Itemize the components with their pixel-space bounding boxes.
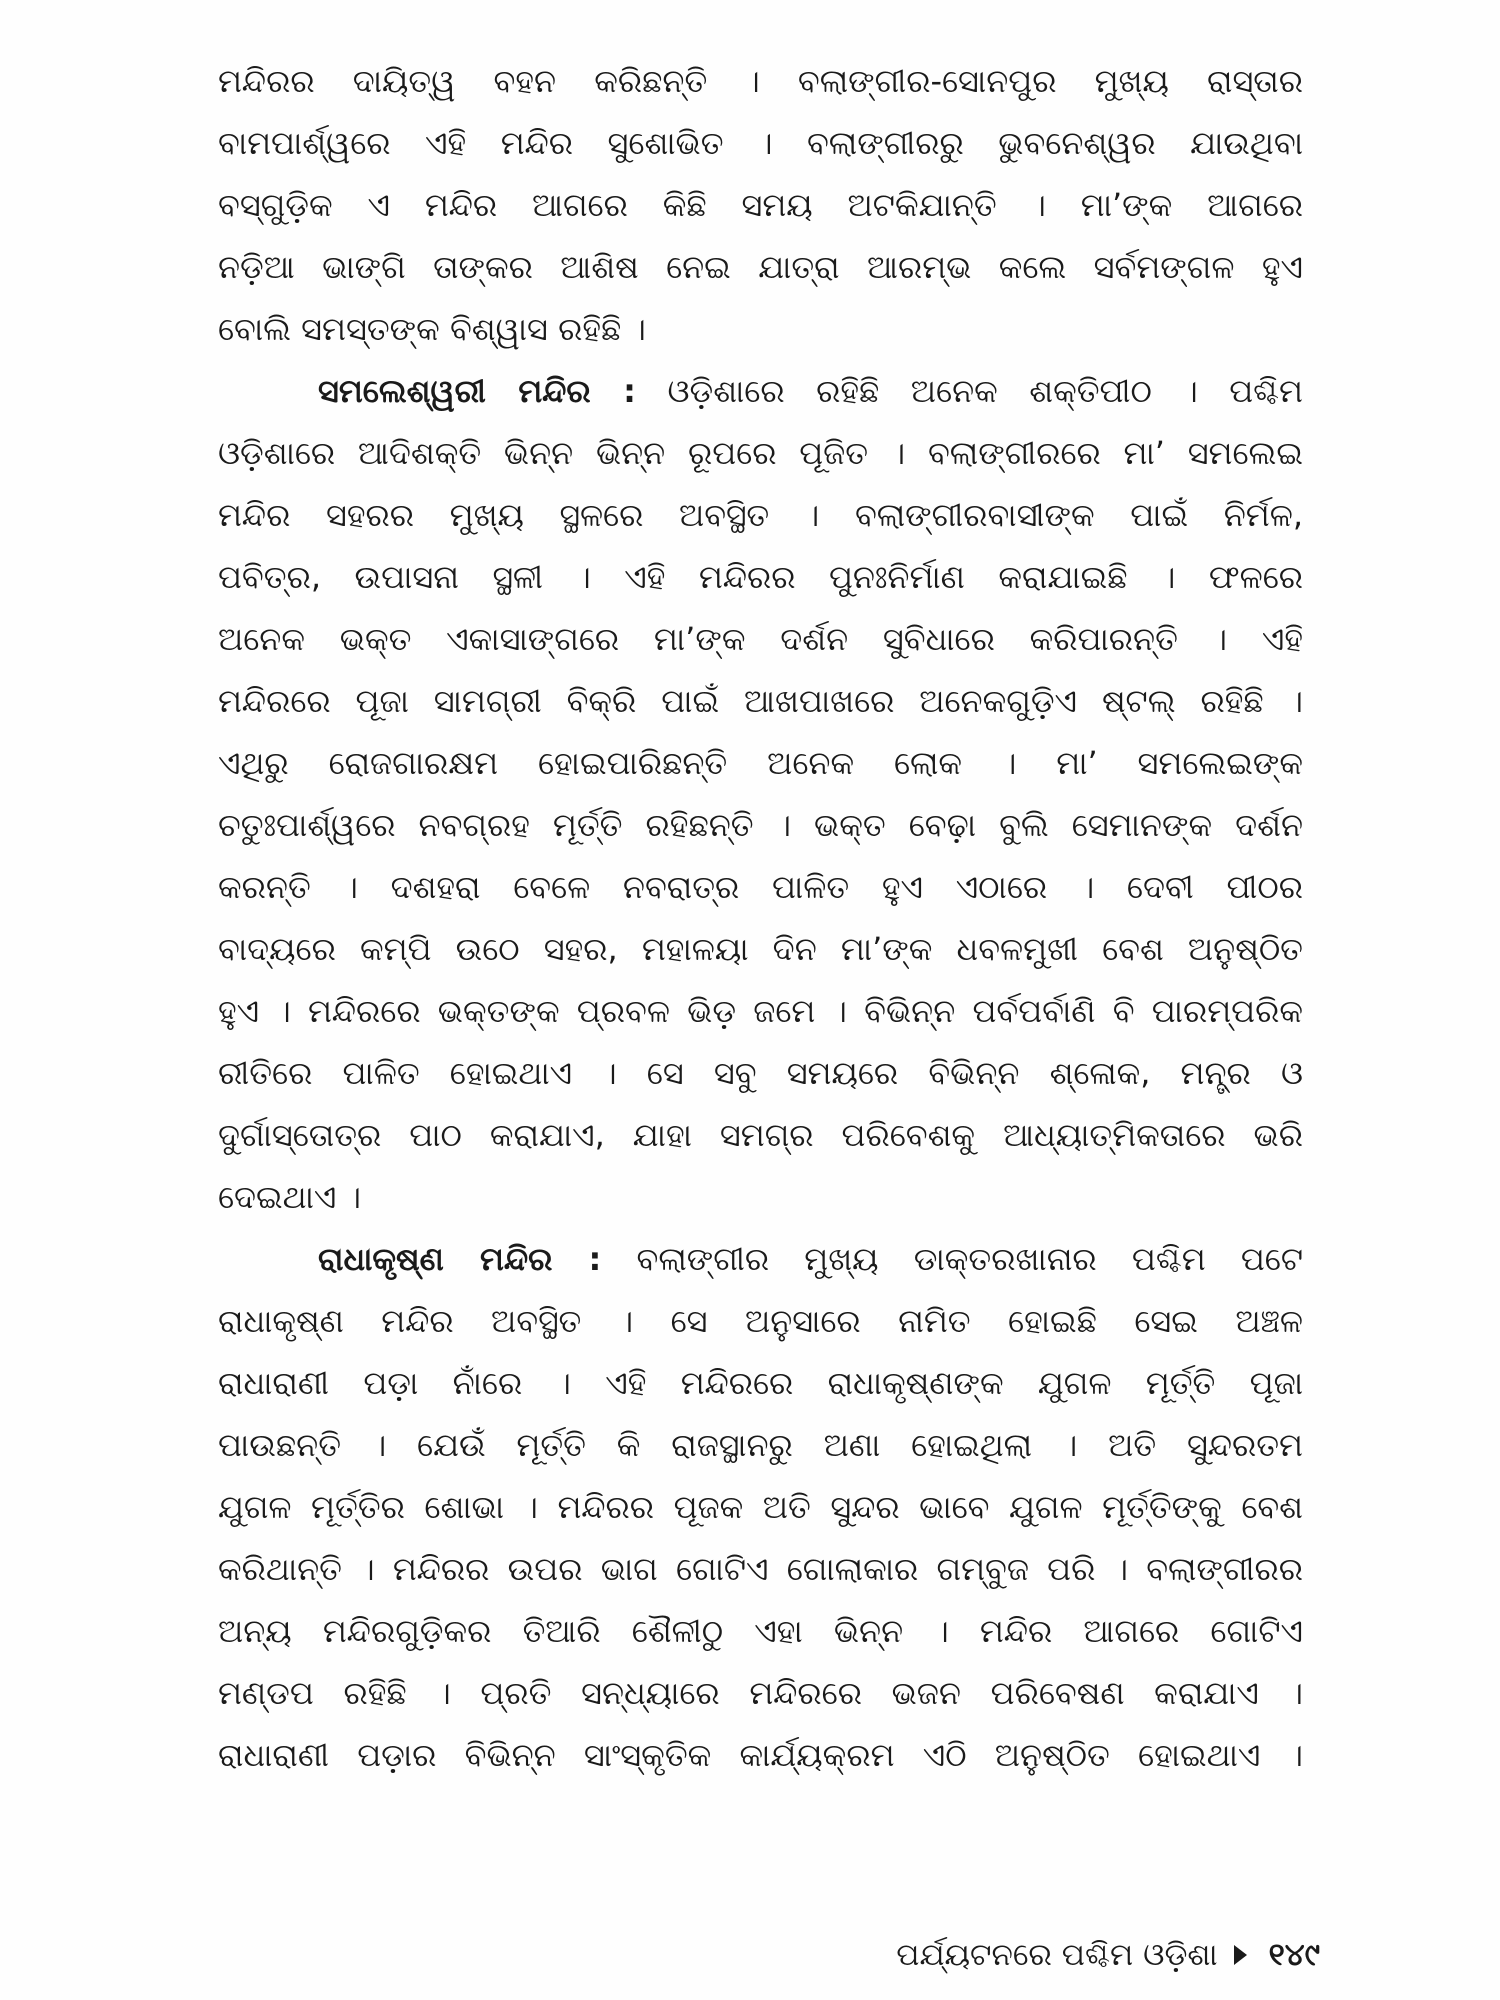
text-line: ଯୁଗଳ ମୂର୍ତ୍ତିର ଶୋଭା । ମନ୍ଦିରର ପୂଜକ ଅତି ସୁନ୍ଦର ଭାବେ ଯୁଗଳ ମୂର୍ତ୍ତିଙ୍କୁ ବେଶ: [218, 1488, 1303, 1526]
text-line: ବୋଲି ସମସ୍ତଙ୍କ ବିଶ୍ୱାସ ରହିଛି ।: [218, 310, 646, 348]
intro-paragraph: [218, 50, 1303, 360]
text-line: ଦୁର୍ଗାସ୍ତୋତ୍ର ପାଠ କରାଯାଏ, ଯାହା ସମଗ୍ର ପରିବେଶକୁ ଆଧ୍ୟାତ୍ମିକତାରେ ଭରି: [218, 1116, 1303, 1154]
section-heading-radhakrishna: ରାଧାକୃଷ୍ଣ ମନ୍ଦିର :: [318, 1240, 602, 1278]
text-line: ମନ୍ଦିରରେ ପୂଜା ସାମଗ୍ରୀ ବିକ୍ରି ପାଇଁ ଆଖପାଖରେ ଅନେକଗୁଡ଼ିଏ ଷ୍ଟଲ୍ ରହିଛି ।: [218, 682, 1303, 720]
body-text: [218, 50, 1303, 1786]
section-first-line: [218, 1228, 1303, 1290]
text-line: ନଡ଼ିଆ ଭାଙ୍ଗି ତାଙ୍କର ଆଶିଷ ନେଇ ଯାତ୍ରା ଆରମ୍ଭ କଲେ ସର୍ବମଙ୍ଗଳ ହୁଏ: [218, 248, 1303, 286]
section-first-line: [218, 360, 1303, 422]
text-line: ହୁଏ । ମନ୍ଦିରରେ ଭକ୍ତଙ୍କ ପ୍ରବଳ ଭିଡ଼ ଜମେ । ବିଭିନ୍ନ ପର୍ବପର୍ବାଣି ବି ପାରମ୍ପରିକ: [218, 992, 1303, 1030]
text-line: ରୀତିରେ ପାଳିତ ହୋଇଥାଏ । ସେ ସବୁ ସମୟରେ ବିଭିନ୍ନ ଶ୍ଳୋକ, ମନ୍ତ୍ର ଓ: [218, 1054, 1303, 1092]
text-line: ଏଥିରୁ ରୋଜଗାରକ୍ଷମ ହୋଇପାରିଛନ୍ତି ଅନେକ ଲୋକ । ମା’ ସମଲେଇଙ୍କ: [218, 744, 1303, 782]
text-line: ବାମପାର୍ଶ୍ୱରେ ଏହି ମନ୍ଦିର ସୁଶୋଭିତ । ବଲାଙ୍ଗୀରରୁ ଭୁବନେଶ୍ୱର ଯାଉଥିବା: [218, 124, 1303, 162]
text-line: ପାଉଛନ୍ତି । ଯେଉଁ ମୂର୍ତ୍ତି କି ରାଜସ୍ଥାନରୁ ଅଣା ହୋଇଥିଲା । ଅତି ସୁନ୍ଦରତମ: [218, 1426, 1303, 1464]
text-line: ରାଧାକୃଷ୍ଣ ମନ୍ଦିର ଅବସ୍ଥିତ । ସେ ଅନୁସାରେ ନାମିତ ହୋଇଛି ସେଇ ଅଞ୍ଚଳ: [218, 1302, 1303, 1340]
page-footer: [760, 1935, 1320, 1975]
text-line: ରାଧାରାଣୀ ପଡ଼ା ନାଁରେ । ଏହି ମନ୍ଦିରରେ ରାଧାକୃଷ୍ଣଙ୍କ ଯୁଗଳ ମୂର୍ତ୍ତି ପୂଜା: [218, 1364, 1303, 1402]
running-footer-title: ପର୍ଯ୍ୟଟନରେ ପଶ୍ଚିମ ଓଡ଼ିଶା: [896, 1936, 1218, 1973]
text-line: ବସ୍‌ଗୁଡ଼ିକ ଏ ମନ୍ଦିର ଆଗରେ କିଛି ସମୟ ଅଟକିଯାନ୍ତି । ମା’ଙ୍କ ଆଗରେ: [218, 186, 1303, 224]
right-triangle-icon: [1234, 1945, 1247, 1965]
section-first-line-text: ବଲାଙ୍ଗୀର ମୁଖ୍ୟ ଡାକ୍ତରଖାନାର ପଶ୍ଚିମ ପଟେ: [601, 1240, 1303, 1278]
text-line: କରନ୍ତି । ଦଶହରା ବେଳେ ନବରାତ୍ର ପାଳିତ ହୁଏ ଏଠାରେ । ଦେବୀ ପୀଠର: [218, 868, 1303, 906]
text-line: ପବିତ୍ର, ଉପାସନା ସ୍ଥଳୀ । ଏହି ମନ୍ଦିରର ପୁନଃନିର୍ମାଣ କରାଯାଇଛି । ଫଳରେ: [218, 558, 1303, 596]
text-line: ମନ୍ଦିର ସହରର ମୁଖ୍ୟ ସ୍ଥଳରେ ଅବସ୍ଥିତ । ବଲାଙ୍ଗୀରବାସୀଙ୍କ ପାଇଁ ନିର୍ମଳ,: [218, 496, 1303, 534]
text-line: ରାଧାରାଣୀ ପଡ଼ାର ବିଭିନ୍ନ ସାଂସ୍କୃତିକ କାର୍ଯ୍ୟକ୍ରମ ଏଠି ଅନୁଷ୍ଠିତ ହୋଇଥାଏ ।: [218, 1736, 1303, 1774]
text-line: ବାଦ୍ୟରେ କମ୍ପି ଉଠେ ସହର, ମହାଳୟା ଦିନ ମା’ଙ୍କ ଧବଳମୁଖୀ ବେଶ ଅନୁଷ୍ଠିତ: [218, 930, 1303, 968]
samaleswari-section: [218, 360, 1303, 1228]
section-heading-samaleswari: ସମଲେଶ୍ୱରୀ ମନ୍ଦିର :: [318, 372, 636, 410]
text-line: ଦେଇଥାଏ ।: [218, 1178, 361, 1216]
section-first-line-text: ଓଡ଼ିଶାରେ ରହିଛି ଅନେକ ଶକ୍ତିପୀଠ । ପଶ୍ଚିମ: [635, 372, 1303, 410]
page-number: ୧୪୯: [1268, 1936, 1320, 1973]
radhakrishna-section: [218, 1228, 1303, 1786]
text-line: ଅନ୍ୟ ମନ୍ଦିରଗୁଡ଼ିକର ତିଆରି ଶୈଳୀଠୁ ଏହା ଭିନ୍ନ । ମନ୍ଦିର ଆଗରେ ଗୋଟିଏ: [218, 1612, 1303, 1650]
text-line: ମଣ୍ଡପ ରହିଛି । ପ୍ରତି ସନ୍ଧ୍ୟାରେ ମନ୍ଦିରରେ ଭଜନ ପରିବେଷଣ କରାଯାଏ ।: [218, 1674, 1303, 1712]
text-line: ଅନେକ ଭକ୍ତ ଏକାସାଙ୍ଗରେ ମା’ଙ୍କ ଦର୍ଶନ ସୁବିଧାରେ କରିପାରନ୍ତି । ଏହି: [218, 620, 1303, 658]
text-line: ଓଡ଼ିଶାରେ ଆଦିଶକ୍ତି ଭିନ୍ନ ଭିନ୍ନ ରୂପରେ ପୂଜିତ । ବଲାଙ୍ଗୀରରେ ମା’ ସମଲେଇ: [218, 434, 1303, 472]
text-line: ମନ୍ଦିରର ଦାୟିତ୍ୱ ବହନ କରିଛନ୍ତି । ବଲାଙ୍ଗୀର-ସୋନପୁର ମୁଖ୍ୟ ରାସ୍ତାର: [218, 62, 1303, 100]
text-line: କରିଥାନ୍ତି । ମନ୍ଦିରର ଉପର ଭାଗ ଗୋଟିଏ ଗୋଲାକାର ଗମ୍ବୁଜ ପରି । ବଲାଙ୍ଗୀରର: [218, 1550, 1303, 1588]
text-line: ଚତୁଃପାର୍ଶ୍ୱରେ ନବଗ୍ରହ ମୂର୍ତ୍ତି ରହିଛନ୍ତି । ଭକ୍ତ ବେଢ଼ା ବୁଲି ସେମାନଙ୍କ ଦର୍ଶନ: [218, 806, 1303, 844]
